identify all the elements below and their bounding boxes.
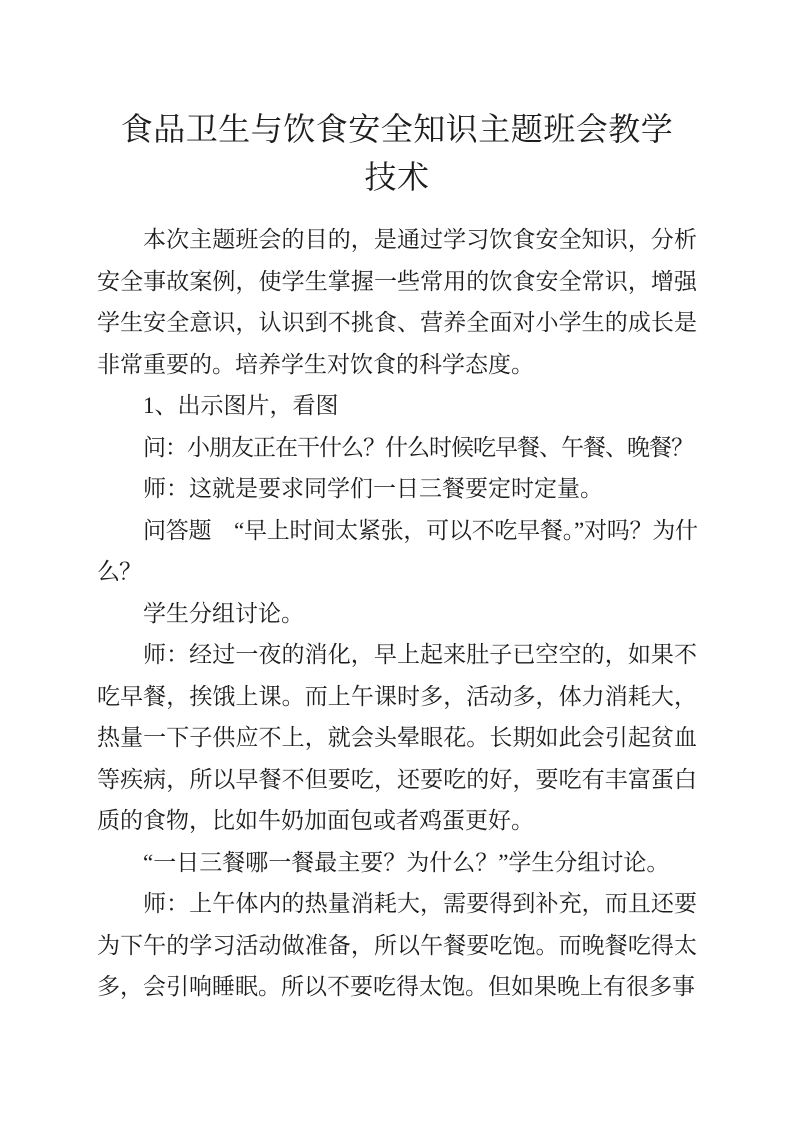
paragraph-list bbox=[97, 219, 697, 1008]
paragraph: 学生分组讨论。 bbox=[143, 600, 304, 626]
document-body bbox=[97, 105, 697, 1008]
paragraph: 师：这就是要求同学们一日三餐要定时定量。 bbox=[143, 476, 603, 501]
document-title: 食品卫生与饮食安全知识主题班会教学技术 bbox=[120, 111, 674, 195]
paragraph: 师：经过一夜的消化，早上起来肚子已空空的，如果不吃早餐，挨饿上课。而上午课时多，活动多，体力消耗大，热量一下子供应不上，就会头晕眼花。长期如此会引起贫血等疾病，所以早餐不但要吃，还要吃的好，要吃有丰富蛋白质的食物，比如牛奶加面包或者鸡蛋更好。 bbox=[97, 642, 697, 833]
paragraph: 本次主题班会的目的，是通过学习饮食安全知识，分析安全事故案例，使学生掌握一些常用的饮食安全常识，增强学生安全意识，认识到不挑食、营养全面对小学生的成长是非常重要的。培养学生对饮食的科学态度。 bbox=[97, 227, 697, 377]
paragraph: 问答题 “早上时间太紧张，可以不吃早餐。”对吗？为什么？ bbox=[97, 517, 697, 584]
paragraph: 1、出示图片，看图 bbox=[143, 393, 339, 418]
paragraph: 问：小朋友正在干什么？什么时候吃早餐、午餐、晚餐？ bbox=[143, 434, 693, 460]
paragraph: “一日三餐哪一餐最主要？为什么？”学生分组讨论。 bbox=[143, 849, 670, 875]
paragraph: 师：上午体内的热量消耗大，需要得到补充，而且还要为下午的学习活动做准备，所以午餐要吃饱。而晚餐吃得太多，会引响睡眠。所以不要吃得太饱。但如果晚上有很多事 bbox=[97, 891, 697, 999]
